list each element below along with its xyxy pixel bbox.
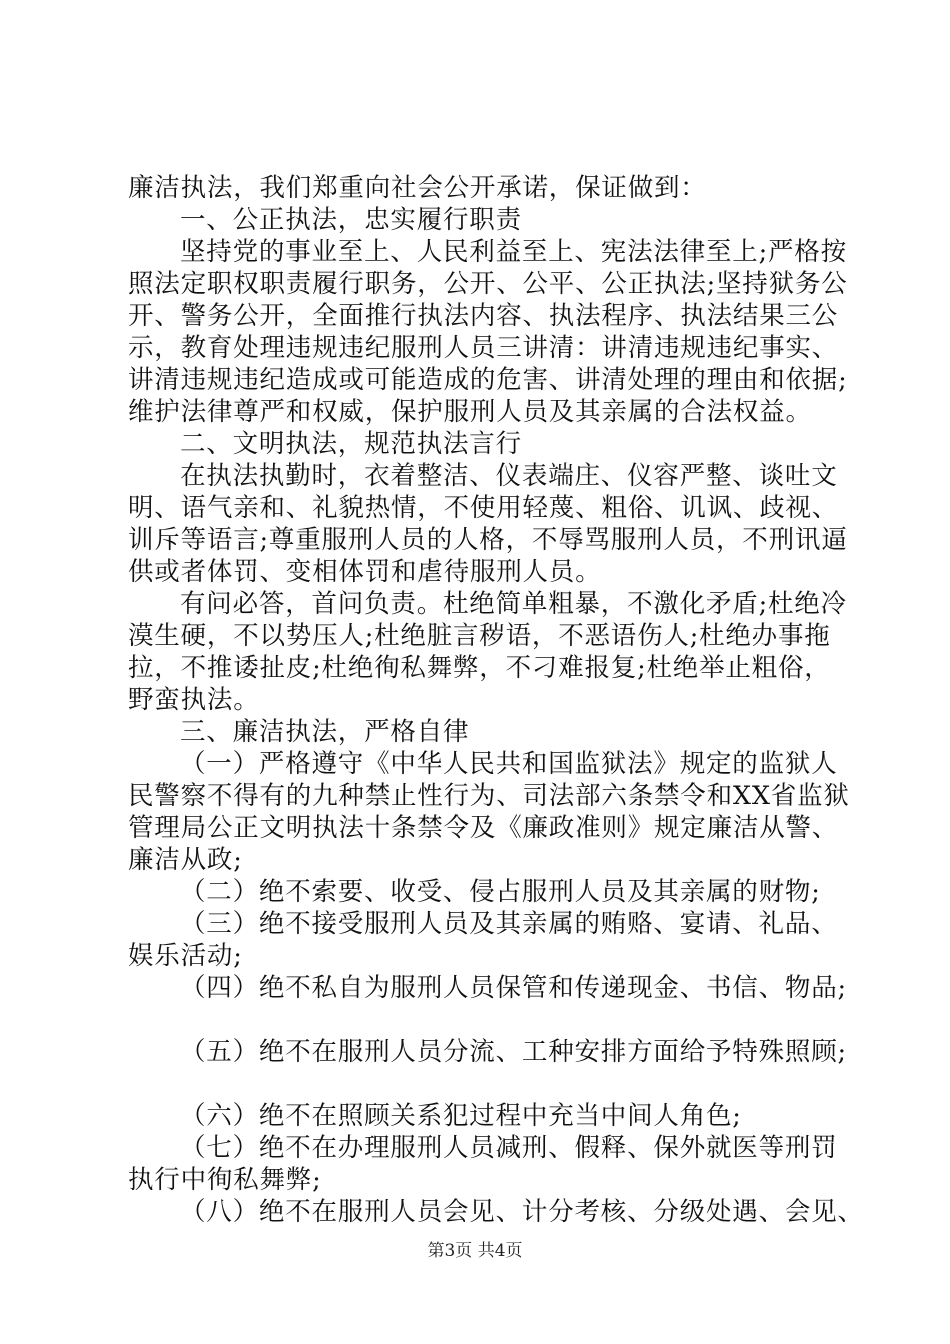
- list-item: （一）严格遵守《中华人民共和国监狱法》规定的监狱人: [180, 749, 838, 779]
- section-heading: 三、廉洁执法，严格自律: [180, 717, 470, 747]
- section-heading: 一、公正执法，忠实履行职责: [180, 205, 522, 235]
- body-line: 训斥等语言;尊重服刑人员的人格，不辱骂服刑人员，不刑讯逼: [128, 525, 848, 555]
- body-line: 开、警务公开，全面推行执法内容、执法程序、执法结果三公: [128, 301, 839, 331]
- body-line: 漠生硬，不以势压人;杜绝脏言秽语，不恶语伤人;杜绝办事拖: [128, 621, 831, 651]
- list-item: （八）绝不在服刑人员会见、计分考核、分级处遇、会见、: [180, 1197, 864, 1227]
- body-line: 坚持党的事业至上、人民利益至上、宪法法律至上;严格按: [180, 237, 847, 267]
- list-item: （五）绝不在服刑人员分流、工种安排方面给予特殊照顾;: [180, 1037, 847, 1067]
- list-item: （二）绝不索要、收受、侵占服刑人员及其亲属的财物;: [180, 877, 821, 907]
- section-heading: 二、文明执法，规范执法言行: [180, 429, 522, 459]
- list-item: （三）绝不接受服刑人员及其亲属的贿赂、宴请、礼品、: [180, 909, 838, 939]
- body-line: 野蛮执法。: [128, 685, 260, 715]
- page-number-footer: 第3页 共4页: [427, 1241, 523, 1261]
- body-line: 有问必答，首问负责。杜绝简单粗暴，不激化矛盾;杜绝冷: [180, 589, 847, 619]
- body-line: 管理局公正文明执法十条禁令及《廉政准则》规定廉洁从警、: [128, 813, 839, 843]
- body-line: 廉洁从政;: [128, 845, 243, 875]
- body-line: 执行中徇私舞弊;: [128, 1165, 322, 1195]
- body-line: 民警察不得有的九种禁止性行为、司法部六条禁令和XX省监狱: [128, 781, 850, 811]
- body-line: 拉，不推诿扯皮;杜绝徇私舞弊，不刁难报复;杜绝举止粗俗，: [128, 653, 831, 683]
- body-line: 娱乐活动;: [128, 941, 243, 971]
- body-line: 廉洁执法，我们郑重向社会公开承诺，保证做到：: [128, 173, 707, 203]
- list-item: （六）绝不在照顾关系犯过程中充当中间人角色;: [180, 1101, 742, 1131]
- body-line: 照法定职权职责履行职务，公开、公平、公正执法;坚持狱务公: [128, 269, 848, 299]
- body-line: 在执法执勤时，衣着整洁、仪表端庄、仪容严整、谈吐文: [180, 461, 838, 491]
- body-line: 讲清违规违纪造成或可能造成的危害、讲清处理的理由和依据;: [128, 365, 848, 395]
- body-line: 示，教育处理违规违纪服刑人员三讲清：讲清违规违纪事实、: [128, 333, 839, 363]
- list-item: （七）绝不在办理服刑人员减刑、假释、保外就医等刑罚: [180, 1133, 838, 1163]
- body-line: 明、语气亲和、礼貌热情，不使用轻蔑、粗俗、讥讽、歧视、: [128, 493, 839, 523]
- body-line: 维护法律尊严和权威，保护服刑人员及其亲属的合法权益。: [128, 397, 812, 427]
- body-line: 供或者体罚、变相体罚和虐待服刑人员。: [128, 557, 602, 587]
- list-item: （四）绝不私自为服刑人员保管和传递现金、书信、物品;: [180, 973, 847, 1003]
